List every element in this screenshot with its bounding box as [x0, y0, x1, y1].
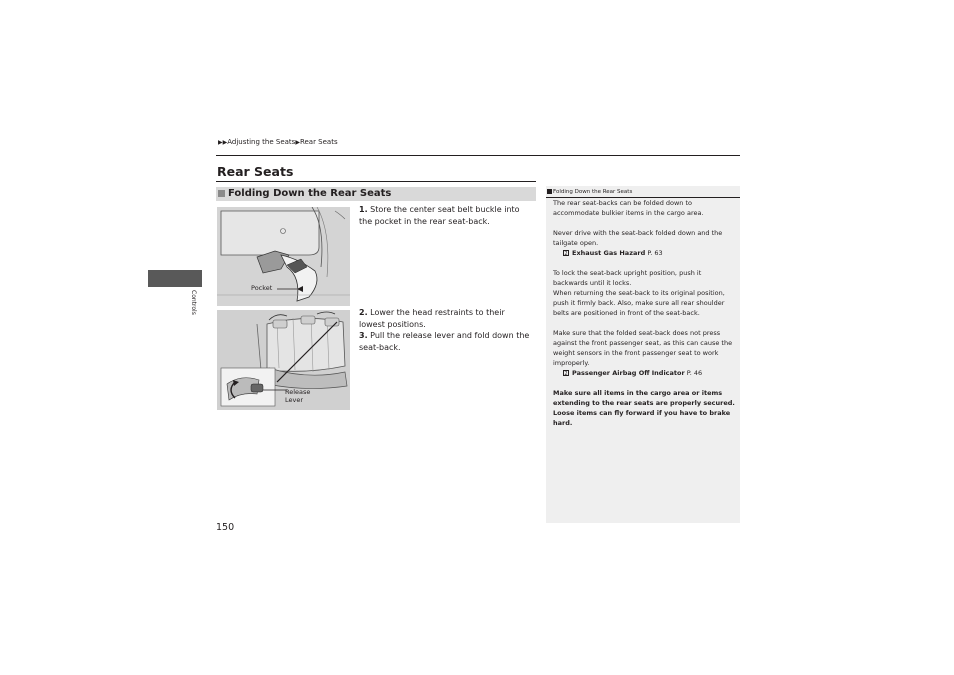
breadcrumb-separator-icon: ▶: [295, 139, 300, 146]
seat-pocket-illustration: [217, 207, 350, 306]
page-number: 150: [216, 522, 235, 533]
note-warning: Make sure all items in the cargo area or items extending to the rear seats are properly secured. Loose items can fly forward if you have to brake hard.: [553, 389, 735, 427]
page-title: Rear Seats: [217, 164, 294, 179]
chapter-tab[interactable]: [148, 270, 202, 287]
reference-arrow-icon: 2: [564, 371, 568, 377]
section-square-icon: [218, 190, 225, 197]
section-header: [216, 187, 536, 201]
step-3-number: 3.: [359, 331, 368, 340]
ref-2-title[interactable]: Passenger Airbag Off Indicator: [572, 369, 685, 377]
step-1-text: Store the center seat belt buckle into the pocket in the rear seat-back.: [359, 205, 520, 226]
release-lever-label-line1: Release: [285, 388, 311, 396]
breadcrumb-item-rear-seats[interactable]: Rear Seats: [299, 138, 338, 146]
note-panel: [546, 186, 740, 523]
release-lever-label-line2: Lever: [285, 395, 304, 404]
note-ref-exhaust-gas-hazard[interactable]: [563, 248, 663, 258]
note-paragraph-5: Make sure that the folded seat-back does not press against the front passenger seat, as this can cause the weight sensors in the front passenger seat to work improperly.: [553, 329, 733, 367]
figure-rear-seat-release: [217, 310, 350, 410]
subheader-rule: [216, 181, 536, 182]
step-3: [359, 330, 531, 354]
rear-seat-illustration: [217, 310, 350, 410]
note-heading: [547, 187, 740, 197]
ref-2-page[interactable]: P. 46: [686, 369, 703, 377]
note-icon: [547, 189, 552, 194]
pocket-label: Pocket: [251, 284, 273, 292]
breadcrumb-item-adjusting-seats[interactable]: Adjusting the Seats: [227, 138, 296, 146]
header-rule: [216, 155, 740, 156]
step-3-text: Pull the release lever and fold down the seat-back.: [359, 331, 530, 352]
breadcrumb-arrow-icon: ▶▶: [218, 139, 228, 146]
section-title: Folding Down the Rear Seats: [228, 188, 392, 199]
ref-1-page[interactable]: P. 63: [647, 249, 663, 257]
note-ref-passenger-airbag[interactable]: [563, 368, 702, 378]
figure-seat-belt-pocket: [217, 207, 350, 306]
reference-arrow-icon: 2: [564, 251, 568, 257]
step-1-number: 1.: [359, 205, 368, 214]
release-lever-label: [285, 389, 310, 404]
chapter-label: Controls: [190, 290, 197, 315]
step-2-text: Lower the head restraints to their lowest positions.: [359, 308, 505, 329]
step-1: [359, 204, 531, 228]
note-heading-text: Folding Down the Rear Seats: [553, 189, 633, 195]
note-paragraph-4: When returning the seat-back to its original position, push it firmly back. Also, make sure all rear shoulder belts are positioned in front of the seat-back.: [553, 289, 725, 317]
note-paragraph-3: To lock the seat-back upright position, push it backwards until it locks.: [553, 269, 702, 287]
step-2: [359, 307, 531, 331]
breadcrumb: [218, 138, 338, 146]
step-2-number: 2.: [359, 308, 368, 317]
ref-1-title[interactable]: Exhaust Gas Hazard: [572, 249, 646, 257]
note-paragraph-1: The rear seat-backs can be folded down to accommodate bulkier items in the cargo area.: [553, 199, 704, 217]
note-paragraph-2: Never drive with the seat-back folded down and the tailgate open.: [553, 229, 723, 247]
